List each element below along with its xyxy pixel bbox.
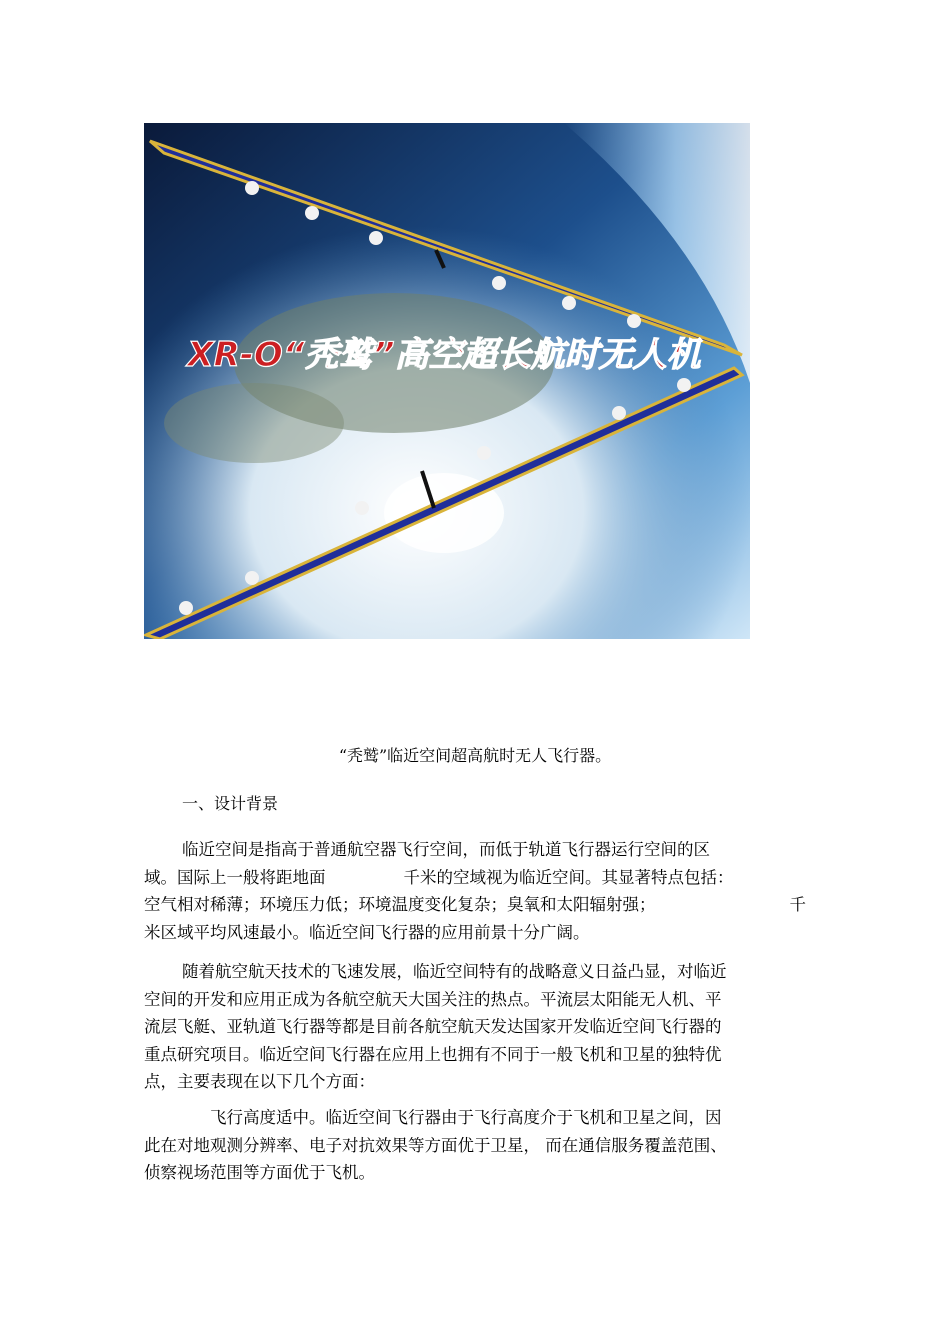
land-mass <box>164 383 344 463</box>
text-line: 重点研究项目。临近空间飞行器在应用上也拥有不同于一般飞机和卫星的独特优 <box>144 1044 722 1064</box>
figure-caption: “秃鹫”临近空间超高航时无人飞行器。 <box>338 746 612 765</box>
text-line: 米区域平均风速最小。临近空间飞行器的应用前景十分广阔。 <box>144 922 590 942</box>
propeller <box>245 181 259 195</box>
propeller <box>562 296 576 310</box>
propeller <box>245 571 259 585</box>
text-line: 空气相对稀薄；环境压力低；环境温度变化复杂；臭氧和太阳辐射强； 千 <box>144 895 806 914</box>
text-line: 空间的开发和应用正成为各航空航天大国关注的热点。平流层太阳能无人机、平 <box>144 989 722 1009</box>
propeller <box>477 446 491 460</box>
text-line: 流层飞艇、亚轨道飞行器等都是目前各航空航天发达国家开发临近空间飞行器的 <box>144 1017 722 1036</box>
text-line: 域。国际上一般将距地面 千米的空域视为临近空间。其显著特点包括： <box>144 867 734 887</box>
propeller <box>355 501 369 515</box>
propeller <box>369 231 383 245</box>
text-line: 飞行高度适中。临近空间飞行器由于飞行高度介于飞机和卫星之间，因 <box>210 1108 722 1127</box>
aircraft-illustration <box>144 123 750 639</box>
propeller <box>492 276 506 290</box>
paragraph-3 <box>144 1104 806 1187</box>
propeller <box>627 314 641 328</box>
paragraph-1 <box>144 836 806 946</box>
text-line: 随着航空航天技术的飞速发展，临近空间特有的战略意义日益凸显，对临近 <box>182 962 727 981</box>
overlay-title: XR-O“秃鹫”高空超长航时无人机 <box>187 335 701 375</box>
text-line: 点，主要表现在以下几个方面： <box>144 1072 375 1091</box>
propeller <box>305 206 319 220</box>
propeller <box>612 406 626 420</box>
propeller <box>179 601 193 615</box>
text-line: 此在对地观测分辨率、电子对抗效果等方面优于卫星， 而在通信服务覆盖范围、 <box>144 1135 727 1155</box>
text-line: 临近空间是指高于普通航空器飞行空间，而低于轨道飞行器运行空间的区 <box>182 840 710 859</box>
text-line: 侦察视场范围等方面优于飞机。 <box>144 1163 375 1182</box>
paragraph-2 <box>144 958 806 1096</box>
propeller <box>677 378 691 392</box>
section-heading: 一、设计背景 <box>182 794 279 813</box>
